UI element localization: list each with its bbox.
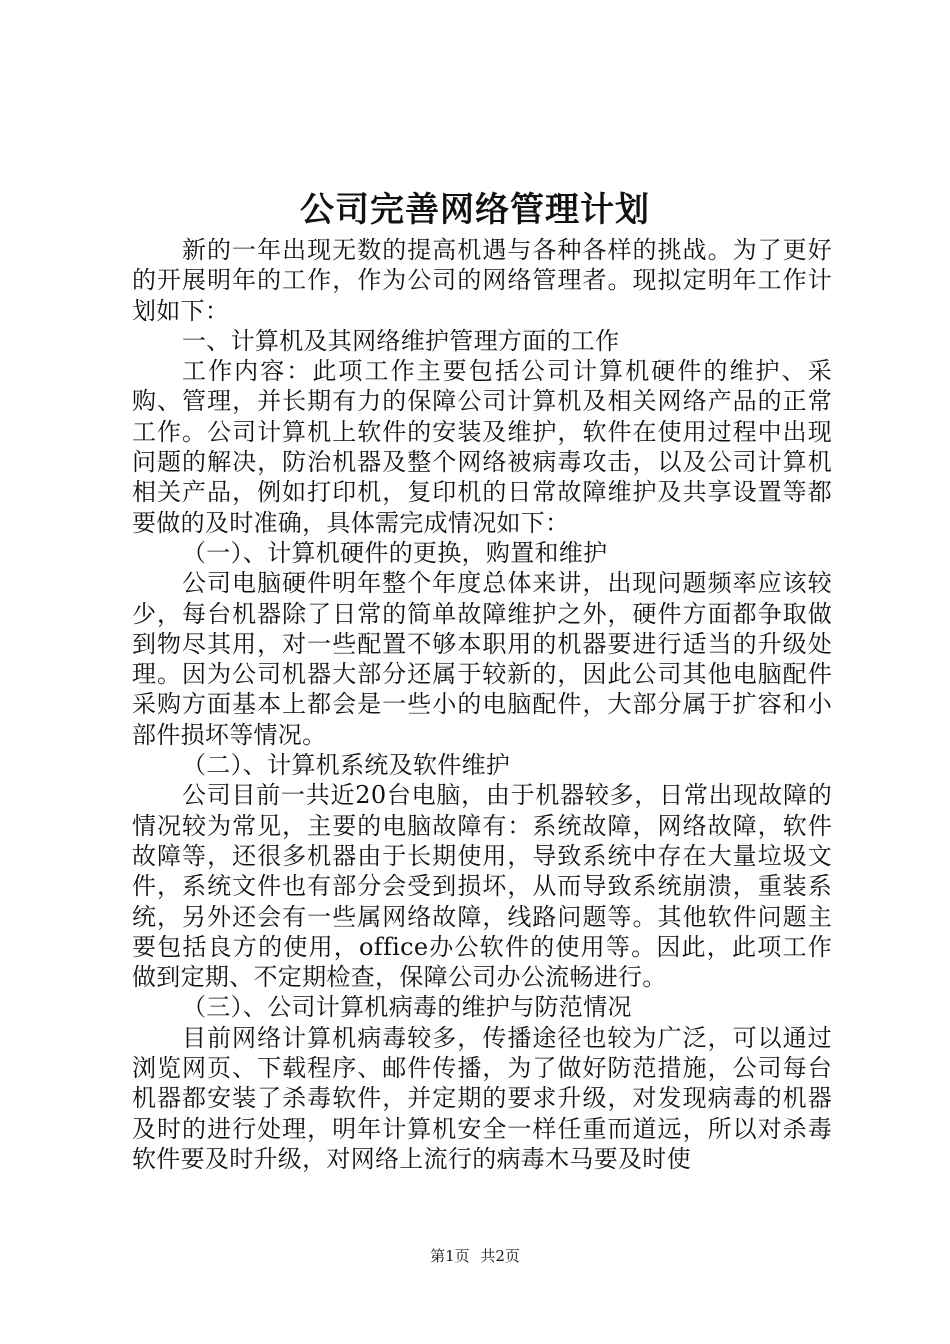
document-body (132, 235, 832, 1174)
document-title: 公司完善网络管理计划 (300, 190, 650, 230)
subsection-heading: （一）、计算机硬件的更换，购置和维护 (182, 538, 608, 567)
subsection-heading: （三）、公司计算机病毒的维护与防范情况 (182, 993, 632, 1022)
body-paragraph: 目前网络计算机病毒较多，传播途径也较为广泛，可以通过浏览网页、下载程序、邮件传播，为了做好防范措施，公司每台机器都安装了杀毒软件，并定期的要求升级，对发现病毒的机器及时的进行处理，明年计算机安全一样任重而道远，所以对杀毒软件要及时升级，对网络上流行的病毒木马要及时使 (132, 1023, 832, 1173)
section-heading: 一、计算机及其网络维护管理方面的工作 (182, 326, 620, 355)
body-paragraph: 公司电脑硬件明年整个年度总体来讲，出现问题频率应该较少，每台机器除了日常的简单故障维护之外，硬件方面都争取做到物尽其用，对一些配置不够本职用的机器要进行适当的升级处理。因为公司机器大部分还属于较新的，因此公司其他电脑配件采购方面基本上都会是一些小的电脑配件，大部分属于扩容和小部件损坏等情况。 (132, 569, 832, 749)
body-paragraph: 公司目前一共近20台电脑，由于机器较多，日常出现故障的情况较为常见，主要的电脑故障有：系统故障，网络故障，软件故障等，还很多机器由于长期使用，导致系统中存在大量垃圾文件，系统文件也有部分会受到损坏，从而导致系统崩溃，重装系统，另外还会有一些属网络故障，线路问题等。其他软件问题主要包括良方的使用，office办公软件的使用等。因此，此项工作做到定期、不定期检查，保障公司办公流畅进行。 (132, 781, 832, 992)
intro-paragraph: 新的一年出现无数的提高机遇与各种各样的挑战。为了更好的开展明年的工作，作为公司的网络管理者。现拟定明年工作计划如下： (132, 236, 832, 325)
page-total: 共2页 (480, 1247, 520, 1265)
body-paragraph: 工作内容：此项工作主要包括公司计算机硬件的维护、采购、管理，并长期有力的保障公司计算机及相关网络产品的正常工作。公司计算机上软件的安装及维护，软件在使用过程中出现问题的解决，防治机器及整个网络被病毒攻击，以及公司计算机相关产品，例如打印机，复印机的日常故障维护及共享设置等都要做的及时准确，具体需完成情况如下： (132, 357, 832, 537)
subsection-heading: （二）、计算机系统及软件维护 (182, 751, 511, 780)
page-footer (0, 1244, 950, 1268)
page-number: 第1页 (430, 1247, 470, 1265)
